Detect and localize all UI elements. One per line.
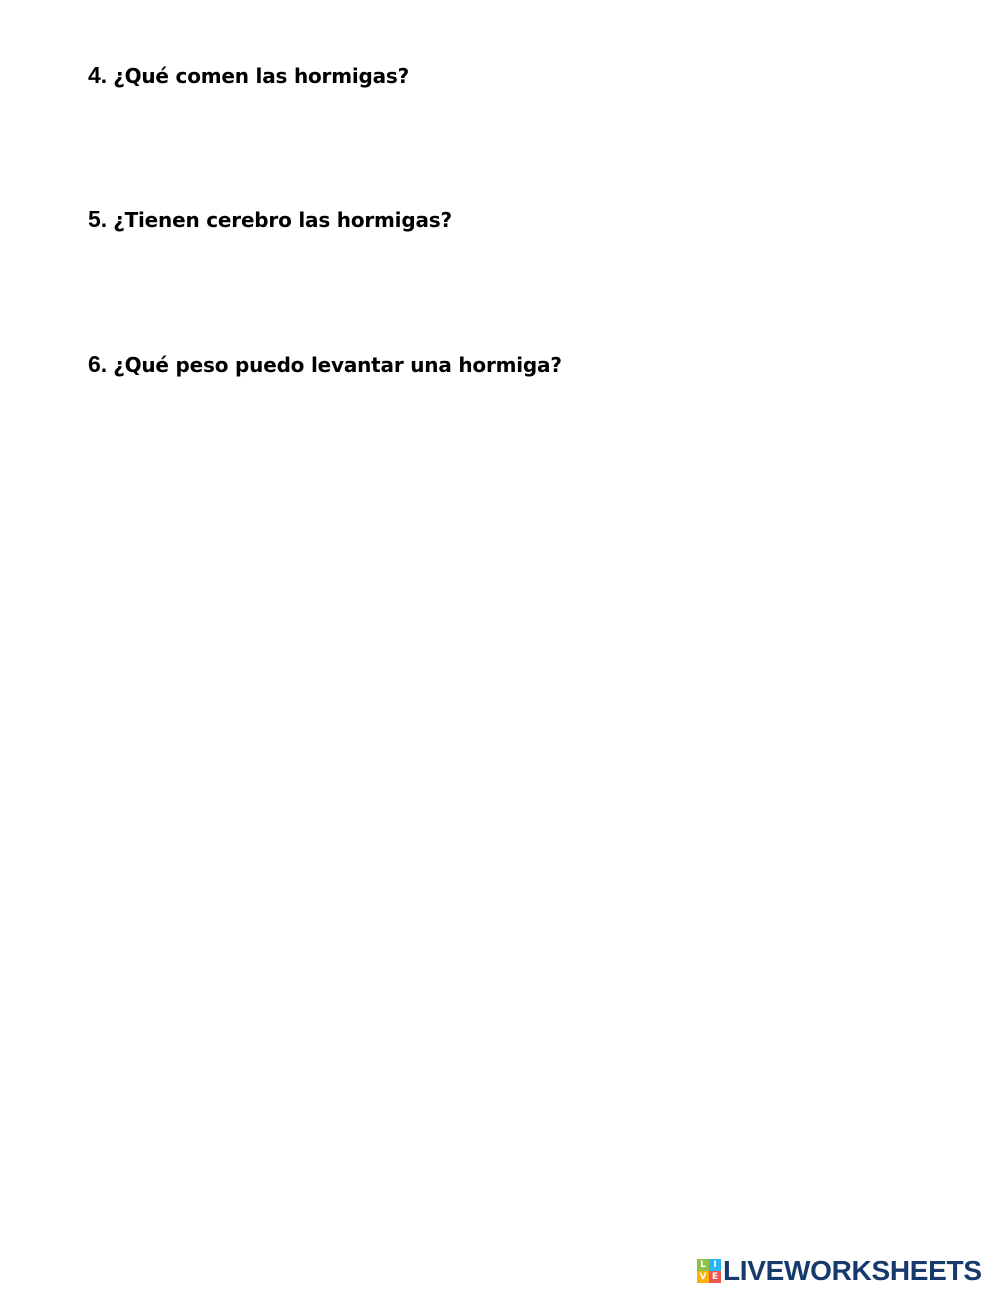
watermark-text: LIVEWORKSHEETS (723, 1255, 982, 1286)
logo-letter-v: V (697, 1271, 709, 1283)
logo-letter-e: E (709, 1271, 721, 1283)
logo-letter-l: L (697, 1259, 709, 1271)
logo-letter-i: I (709, 1259, 721, 1271)
question-4 (88, 61, 409, 91)
question-text: ¿Qué peso puedo levantar una hormiga? (113, 353, 562, 377)
liveworksheets-watermark (697, 1257, 982, 1285)
liveworksheets-logo-icon (697, 1259, 721, 1283)
question-5 (88, 205, 452, 235)
question-number: 6. (88, 351, 108, 377)
question-number: 5. (88, 206, 108, 232)
question-6 (88, 350, 562, 380)
question-text: ¿Tienen cerebro las hormigas? (113, 208, 452, 232)
question-text: ¿Qué comen las hormigas? (113, 64, 410, 88)
question-number: 4. (88, 62, 108, 88)
